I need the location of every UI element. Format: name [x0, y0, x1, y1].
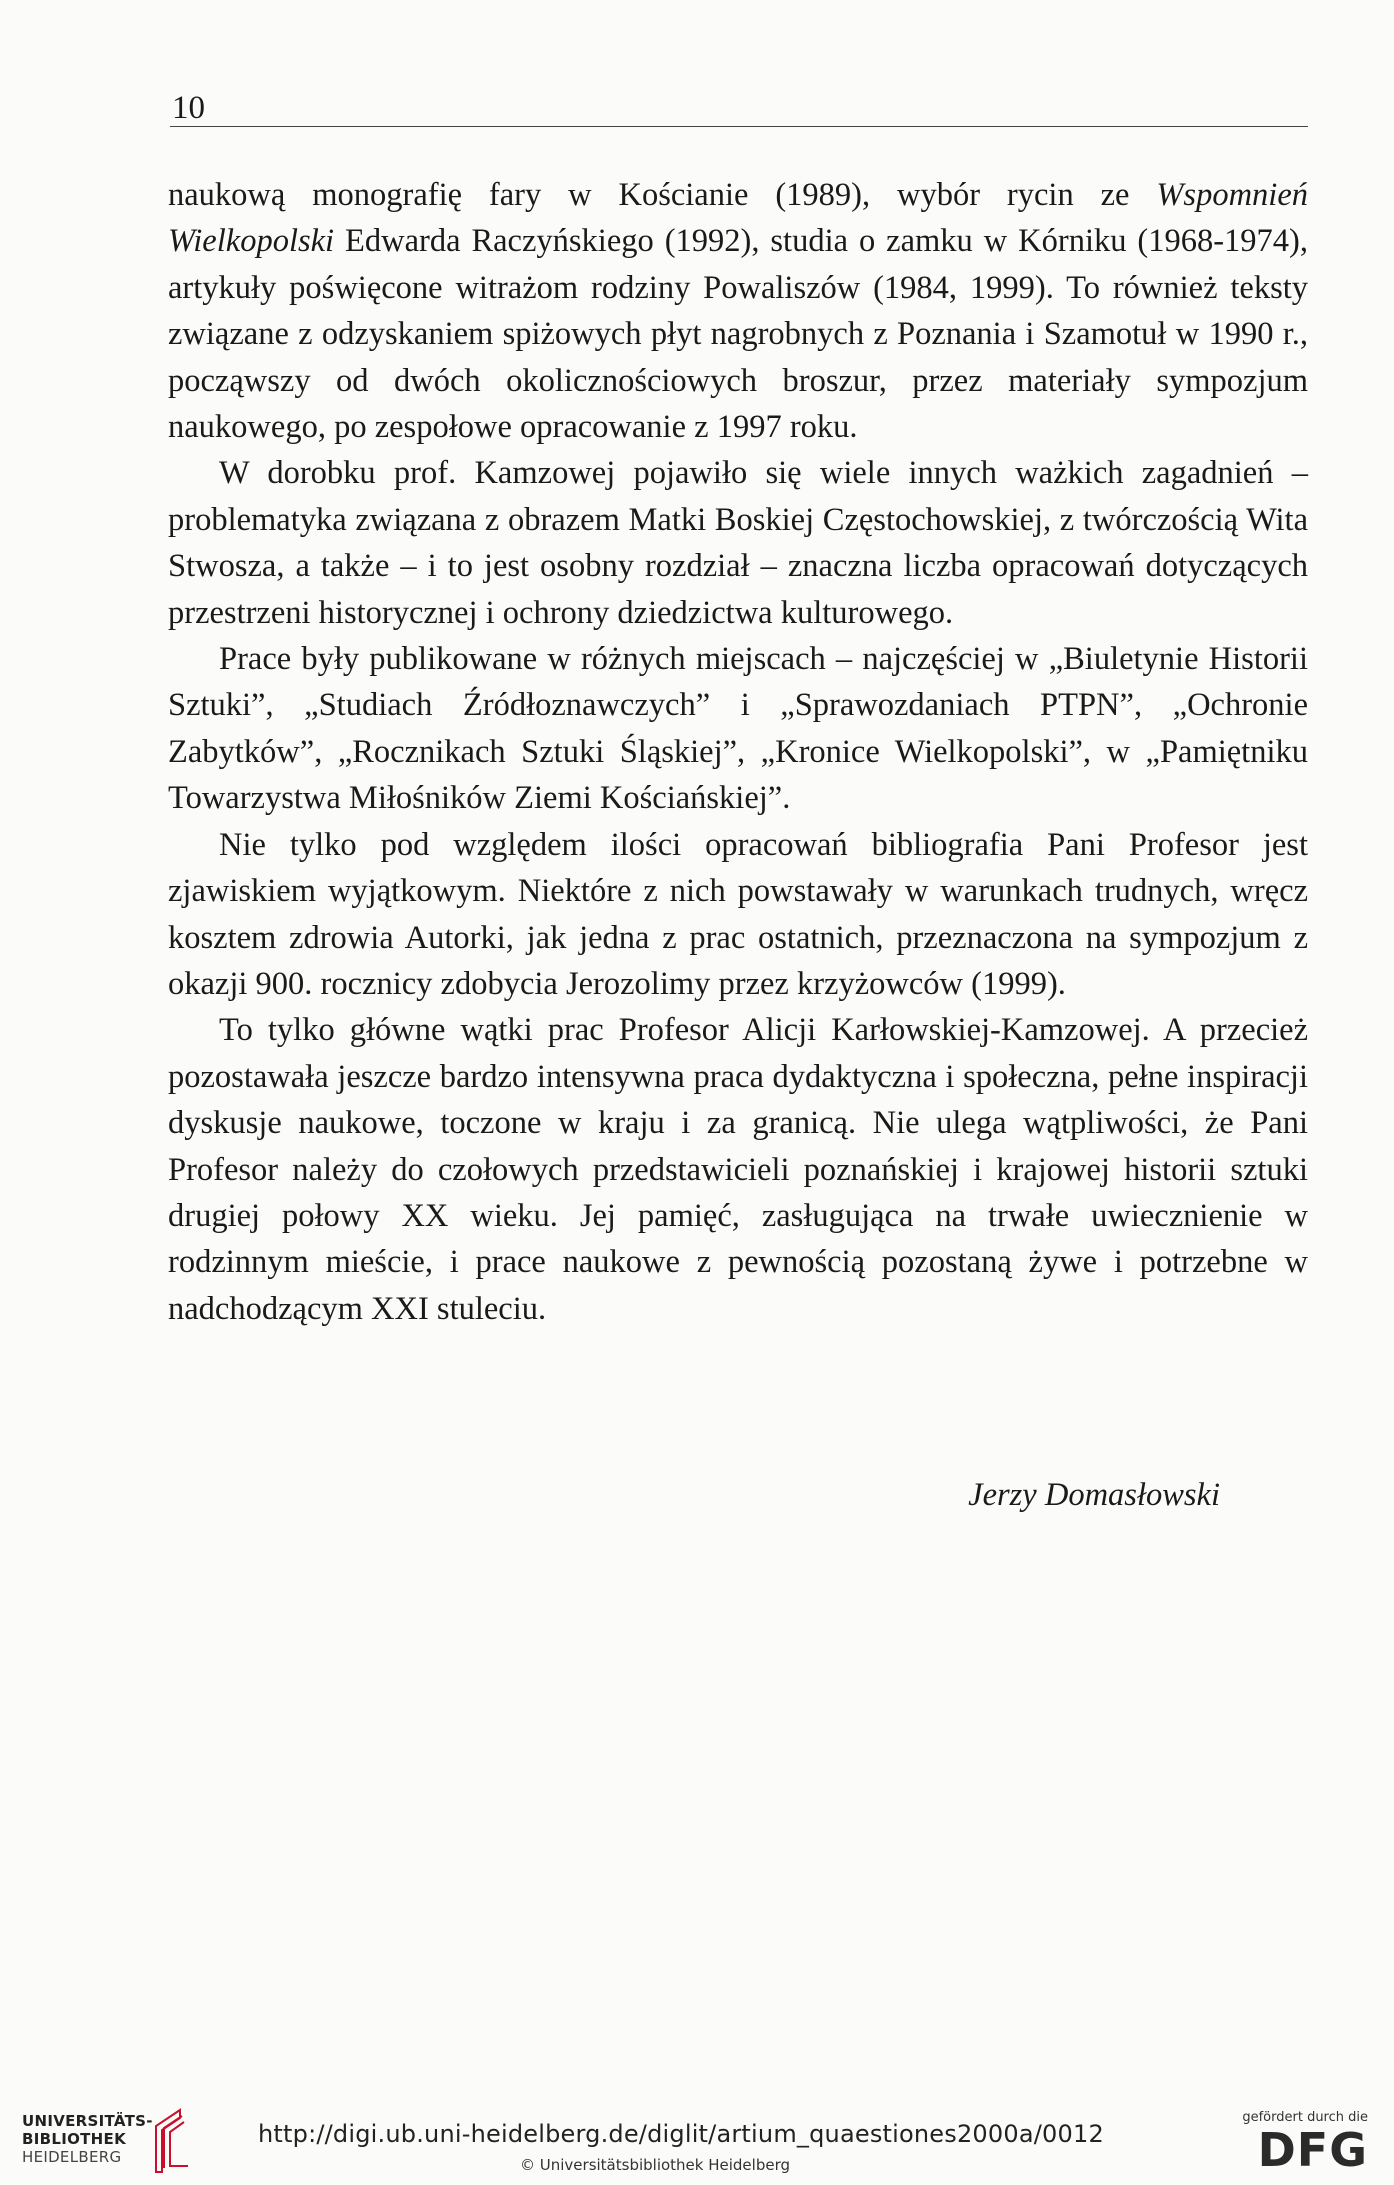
dfg-logo: DFG [1257, 2123, 1368, 2177]
paragraph [168, 172, 1308, 450]
paragraph [168, 822, 1308, 1008]
text-segment: Prace były publikowane w różnych miejscach – najczęściej w „Biuletynie Historii Sztuki”, „Studiach Źródłoznawczych” i „Sprawozdaniach PTPN”, „Ochronie Zabytków”, „Rocznikach Sztuki Śląskiej”, „Kronice Wielkopolski”, w „Pamiętniku Towarzystwa Miłośników Ziemi Kościańskiej”. [168, 641, 1308, 817]
italic-title: Wspomnień Wielkopolski [168, 177, 1308, 260]
text-segment: To tylko główne wątki prac Profesor Alicji Karłowskiej-Kamzowej. A przecież pozostawała jeszcze bardzo intensywna praca dydaktyczna i społeczna, pełne inspiracji dyskusje naukowe, toczone w kraju i za granicą. Nie ulega wątpliwości, że Pani Profesor należy do czołowych przedstawicieli poznańskiej i krajowej historii sztuki drugiej połowy XX wieku. Jej pamięć, zasługująca na trwałe uwiecznienie w rodzinnym mieście, i prace naukowe z pewnością pozostaną żywe i potrzebne w nadchodzącym XXI stuleciu. [168, 1012, 1308, 1327]
text-segment: W dorobku prof. Kamzowej pojawiło się wiele innych ważkich zagadnień – problematyka związana z obrazem Matki Boskiej Częstochowskiej, z twórczością Wita Stwosza, a także – i to jest osobny rozdział – znaczna liczba opracowań dotyczących przestrzeni historycznej i ochrony dziedzictwa kulturowego. [168, 455, 1308, 631]
document-url[interactable]: http://digi.ub.uni-heidelberg.de/diglit/artium_quaestiones2000a/0012 [258, 2120, 1104, 2148]
library-name-line2: BIBLIOTHEK [22, 2130, 126, 2148]
footer [0, 2088, 1394, 2185]
library-name-line1: UNIVERSITÄTS- [22, 2112, 153, 2130]
library-logo[interactable] [22, 2112, 222, 2172]
copyright-notice: © Universitätsbibliothek Heidelberg [520, 2156, 791, 2174]
text-segment: naukową monografię fary w Kościanie (1989), wybór rycin ze [168, 177, 1157, 213]
body-text [168, 172, 1308, 1332]
page-number: 10 [172, 90, 205, 126]
header-rule [170, 126, 1308, 127]
text-segment: Edwarda Raczyńskiego (1992), studia o zamku w Kórniku (1968-1974), artykuły poświęcone witrażom rodziny Powaliszów (1984, 1999). To również teksty związane z odzyskaniem spiżowych płyt nagrobnych z Poznania i Szamotuł w 1990 r., począwszy od dwóch okolicznościowych broszur, przez materiały sympozjum naukowego, po zespołowe opracowanie z 1997 roku. [168, 223, 1308, 446]
library-name-line3: HEIDELBERG [22, 2148, 122, 2166]
paragraph [168, 1007, 1308, 1332]
text-segment: Nie tylko pod względem ilości opracowań bibliografia Pani Profesor jest zjawiskiem wyjątkowym. Niektóre z nich powstawały w warunkach trudnych, wręcz kosztem zdrowia Autorki, jak jedna z prac ostatnich, przeznaczona na sympozjum z okazji 900. rocznicy zdobycia Jerozolimy przez krzyżowców (1999). [168, 826, 1308, 1002]
paragraph [168, 450, 1308, 636]
sponsor-text: gefördert durch die [1242, 2110, 1368, 2125]
paragraph [168, 636, 1308, 822]
author-signature: Jerzy Domasłowski [968, 1477, 1220, 1513]
library-emblem-icon [142, 2106, 204, 2176]
dfg-sponsor[interactable] [1238, 2110, 1368, 2177]
